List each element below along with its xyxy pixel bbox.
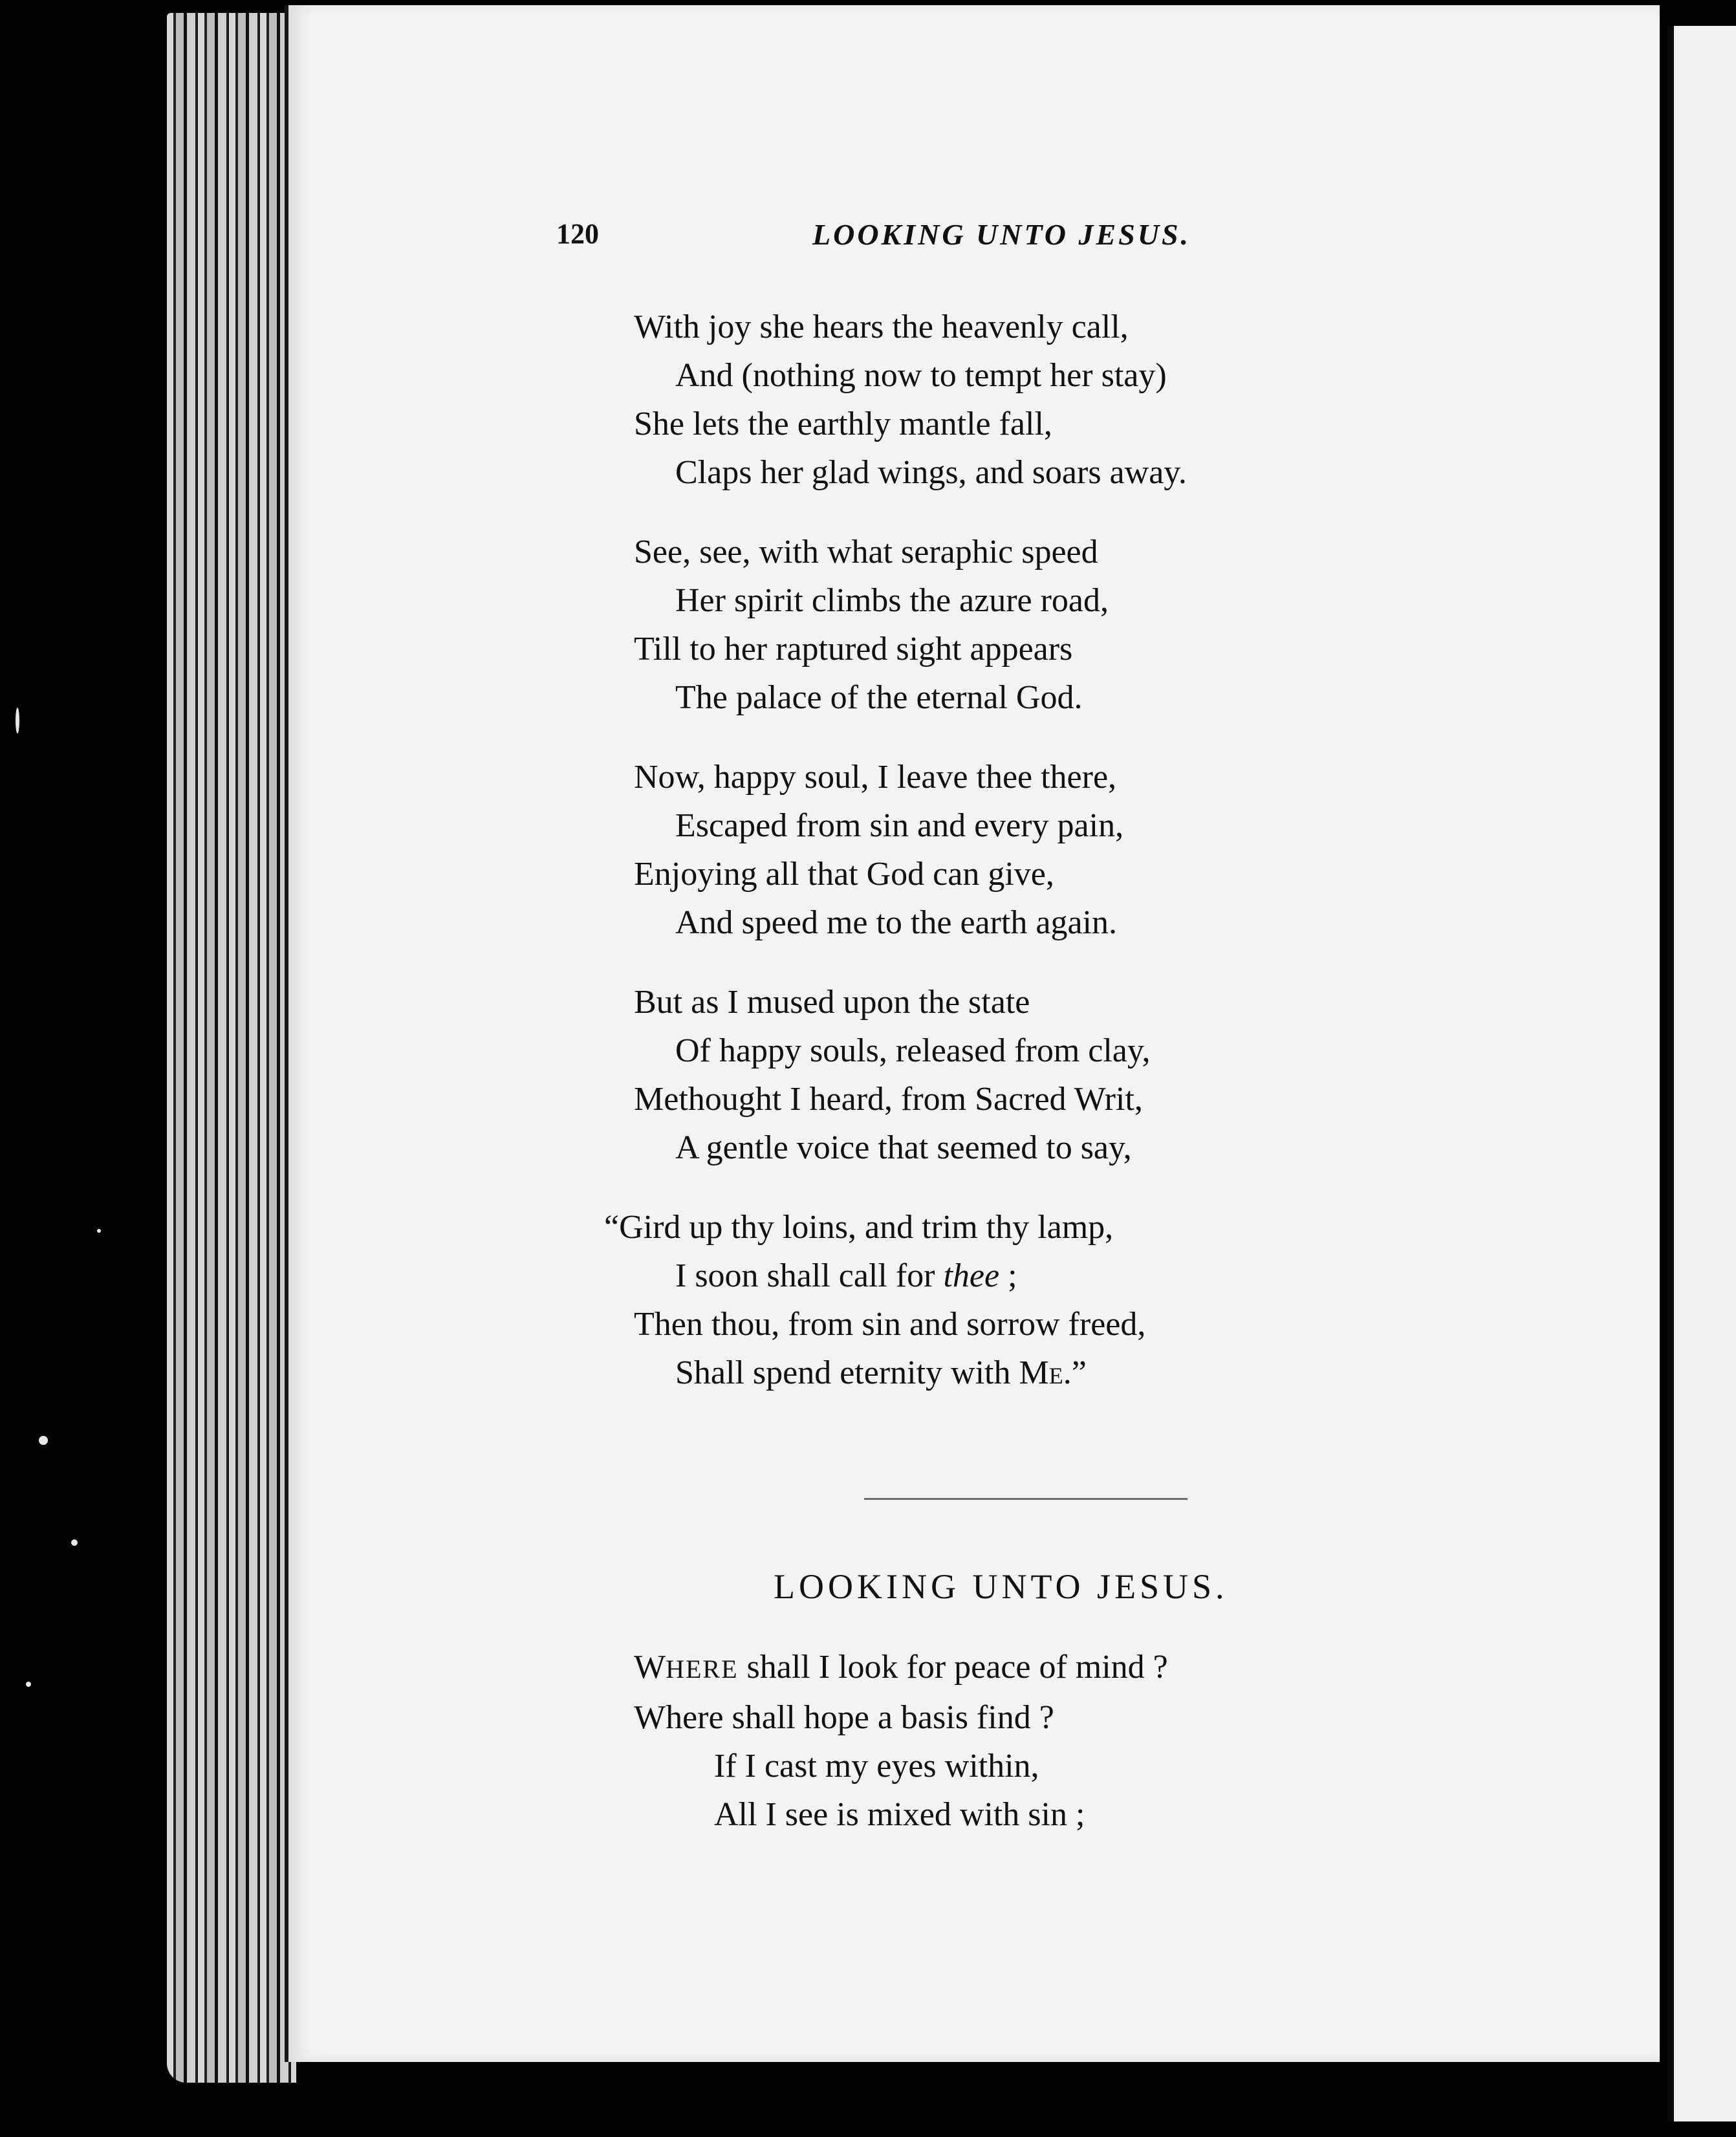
poem-line	[634, 1252, 1345, 1300]
stanza-5	[604, 1203, 1345, 1397]
section-divider	[864, 1498, 1188, 1500]
poem-line: Where shall hope a basis find ?	[634, 1699, 1054, 1736]
poem-line-text: shall I look for peace of mind ?	[738, 1649, 1168, 1686]
running-title: LOOKING UNTO JESUS.	[812, 218, 1191, 251]
dust-speck	[26, 1682, 31, 1687]
poem-line-text: Shall spend eternity with	[675, 1354, 1019, 1391]
drop-initial: W	[634, 1649, 666, 1686]
poem-line: See, see, with what seraphic speed	[634, 534, 1098, 570]
running-head	[556, 217, 1242, 256]
facing-page-edge	[1667, 26, 1736, 2121]
poem-line: Methought I heard, from Sacred Writ,	[634, 1081, 1143, 1118]
poem-line-text: Gird up thy loins, and trim thy lamp,	[619, 1209, 1114, 1246]
poem-line	[634, 1349, 1345, 1397]
poem-line: Now, happy soul, I leave thee there,	[634, 759, 1117, 796]
poem-line: With joy she hears the heavenly call,	[634, 309, 1129, 345]
dust-speck	[97, 1229, 101, 1233]
section-title: LOOKING UNTO JESUS.	[774, 1567, 1228, 1606]
dust-speck	[39, 1436, 48, 1445]
poem-line-text: I soon shall call for	[675, 1257, 944, 1294]
book-page-edges	[167, 13, 296, 2083]
poem-line	[634, 1643, 1345, 1693]
stanza-1	[634, 303, 1345, 497]
stanza-2	[634, 528, 1345, 722]
poem-line-text: ;	[999, 1257, 1017, 1294]
poem-line: Then thou, from sin and sorrow freed,	[634, 1306, 1146, 1343]
stanza-4	[634, 978, 1345, 1172]
poem-line: She lets the earthly mantle fall,	[634, 406, 1052, 442]
poem-body	[604, 303, 1345, 1428]
poem-line-text: .”	[1063, 1354, 1087, 1391]
stanza-3	[634, 753, 1345, 947]
small-caps-word: Me	[1019, 1354, 1063, 1391]
poem-line: Enjoying all that God can give,	[634, 856, 1054, 893]
next-poem-body	[634, 1643, 1345, 1839]
dust-speck	[16, 708, 19, 733]
poem-line: All I see is mixed with sin ;	[714, 1796, 1085, 1833]
open-quote: “	[604, 1209, 620, 1246]
poem-line: Claps her glad wings, and soars away.	[675, 454, 1187, 491]
poem-line: The palace of the eternal God.	[675, 679, 1083, 716]
italic-word: thee	[943, 1257, 1000, 1294]
poem-line: And speed me to the earth again.	[675, 904, 1117, 941]
dust-speck	[71, 1539, 78, 1546]
poem-line: If I cast my eyes within,	[714, 1748, 1039, 1784]
poem-line: Till to her raptured sight appears	[634, 631, 1073, 667]
poem-line: But as I mused upon the state	[634, 984, 1030, 1021]
poem-line: Escaped from sin and every pain,	[675, 807, 1124, 844]
page-number: 120	[556, 218, 599, 250]
poem-line: Her spirit climbs the azure road,	[675, 582, 1109, 619]
poem-line	[604, 1203, 1345, 1252]
poem-line: A gentle voice that seemed to say,	[675, 1129, 1132, 1166]
poem-line: Of happy souls, released from clay,	[675, 1032, 1151, 1069]
first-word-caps: HERE	[666, 1654, 739, 1684]
poem-line: And (nothing now to tempt her stay)	[675, 357, 1167, 394]
